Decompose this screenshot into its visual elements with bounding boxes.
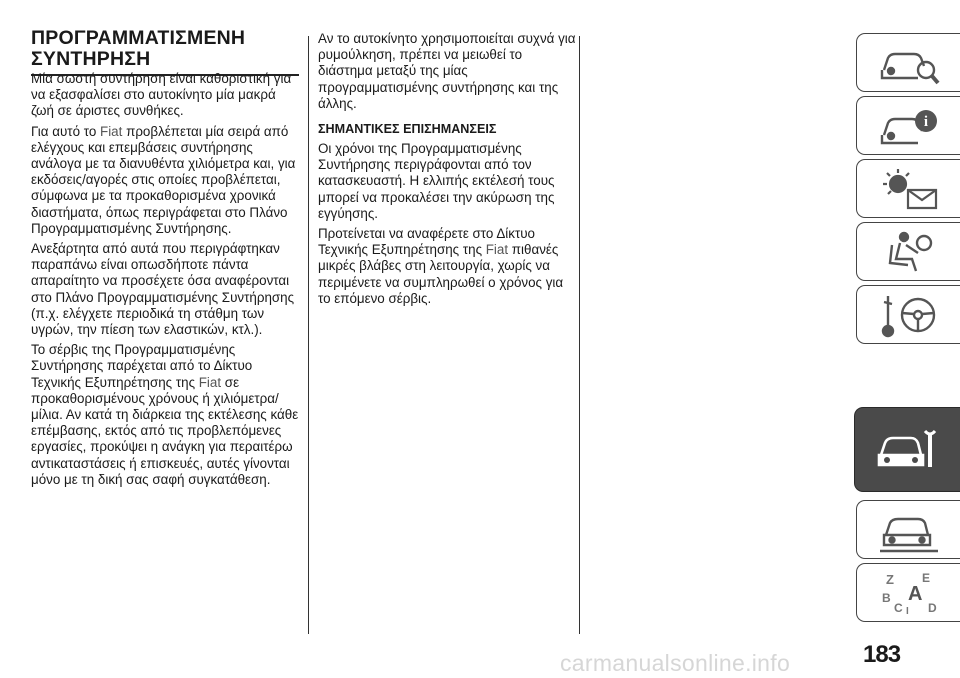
svg-text:C: C — [893, 600, 903, 615]
section-title — [31, 28, 299, 76]
important-notes-heading: ΣΗΜΑΝΤΙΚΕΣ ΕΠΙΣΗΜΑΝΣΕΙΣ — [318, 122, 497, 137]
car-specs-icon — [878, 507, 940, 553]
paragraph-intro: Μία σωστή συντήρηση είναι καθοριστική για να εξασφαλίσει στο αυτοκίνητο μία μακρά ζωή σε άριστες συνθήκες. — [31, 71, 292, 119]
column-divider — [579, 36, 580, 634]
car-wrench-icon — [877, 427, 939, 473]
tab-safety[interactable] — [856, 96, 960, 155]
watermark: carmanualsonline.info — [560, 650, 791, 676]
paragraph-warranty: Οι χρόνοι της Προγραμματισμένης Συντήρησης περιγράφονται από τον κατασκευαστή. Η ελλιπής εκτέλεσή τους μπορεί να προκαλέσει την ακύρωση της εγγύησης. — [318, 141, 555, 221]
tab-car-knowledge[interactable] — [856, 33, 960, 92]
paragraph-text: Το σέρβις της Προγραμματισμένης Συντήρησης παρέχεται από το Δίκτυο Τεχνικής Εξυπηρέτησης της — [31, 342, 253, 390]
svg-text:E: E — [921, 570, 930, 585]
tab-emergency[interactable] — [856, 285, 960, 344]
svg-text:Z: Z — [885, 571, 894, 587]
alphabet-index-icon — [878, 570, 940, 616]
brand-name: Fiat — [485, 242, 509, 258]
car-info-icon — [878, 103, 940, 149]
paragraph-towing: Αν το αυτοκίνητο χρησιμοποιείται συχνά για ρυμούλκηση, πρέπει να μειωθεί το διάστημα μεταξύ της μίας προγραμματισμένης συντήρησης και της άλλης. — [318, 31, 576, 111]
paragraph-text: πιθανές μικρές βλάβες στη λειτουργία, χωρίς να περιμένετε να συμπληρωθεί ο χρόνος για το επόμενο σέρβις. — [318, 242, 564, 306]
tab-warning-lights[interactable] — [856, 159, 960, 218]
middle-column — [318, 31, 578, 311]
left-column — [31, 71, 299, 492]
seat-airbag-icon — [878, 229, 940, 275]
page-number: 183 — [863, 641, 901, 668]
brand-name: Fiat — [100, 123, 123, 139]
tab-technical-data[interactable] — [856, 500, 960, 559]
svg-text:A: A — [907, 582, 922, 605]
paragraph-text: προβλέπεται μία σειρά από ελέγχους και επεμβάσεις συντήρησης ανάλογα με τα διανυθέντα χιλιόμετρα και, για εκδόσεις/αγορές στις οποίες προβλέπεται, σύμφωνα με τα προκαθορισμένα χρονικά διαστήματα, όπως περιγράφεται στο Πλάνο Προγραμματισμένης Συντήρησης. — [31, 123, 296, 236]
car-magnifier-icon — [878, 40, 940, 86]
svg-text:I: I — [905, 605, 909, 616]
tab-maintenance[interactable] — [854, 407, 960, 492]
svg-text:i: i — [923, 113, 928, 130]
tab-starting-driving[interactable] — [856, 222, 960, 281]
section-title-line2: ΣΥΝΤΗΡΗΣΗ — [31, 48, 151, 70]
paragraph-report-faults — [318, 226, 578, 307]
paragraph-service — [31, 342, 299, 488]
paragraph-checks: Ανεξάρτητα από αυτά που περιγράφτηκαν παραπάνω είναι οπωσδήποτε πάντα απαραίτητο να προσέχετε όσα αναφέρονται στο Πλάνο Προγραμματισμένης Συντήρησης (π.χ. ελέγχετε περιοδικά τη στάθμη των υγρών, την πίεση των ελαστικών, κτλ.). — [31, 241, 295, 338]
paragraph-text: Προτείνεται να αναφέρετε στο Δίκτυο Τεχνικής Εξυπηρέτησης της — [318, 226, 536, 258]
svg-text:B: B — [881, 590, 891, 605]
column-divider — [308, 36, 309, 634]
steering-wheel-key-icon — [878, 292, 940, 338]
paragraph-text: σε προκαθορισμένους χρόνους ή χιλιόμετρα/μίλια. Αν κατά τη διάρκεια της εκτέλεσης κάθε επέμβασης, εκτός από τις προβλεπόμενες εργασίες, προκύψει η ανάγκη για περαιτέρω αντικαταστάσεις ή επισκευές, αυτές γίνονται μόνο με τη δική σας σαφή συγκατάθεση. — [31, 374, 299, 487]
tab-alphabetical-index[interactable] — [856, 563, 960, 622]
svg-text:D: D — [927, 600, 937, 615]
section-title-line1: ΠΡΟΓΡΑΜΜΑΤΙΣΜΕΝΗ — [31, 27, 246, 49]
paragraph-text: Για αυτό το — [31, 123, 101, 139]
warning-lights-envelope-icon — [878, 166, 940, 212]
brand-name: Fiat — [198, 374, 222, 390]
paragraph-maintenance-plan — [31, 124, 299, 237]
